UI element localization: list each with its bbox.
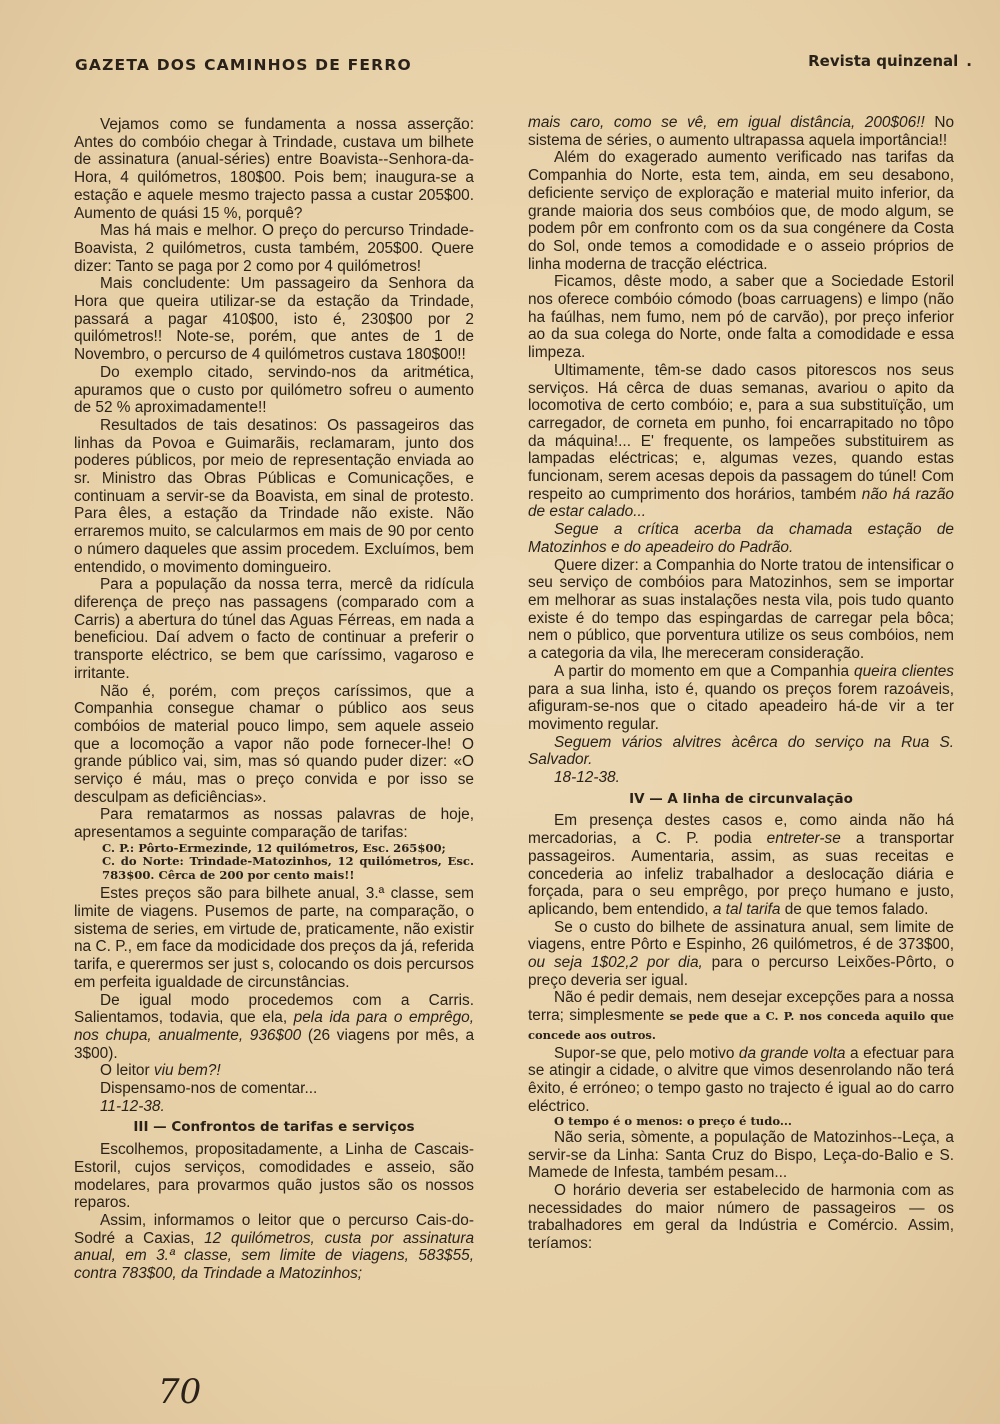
paragraph: Vejamos como se fundamenta a nossa asserção: Antes do combóio chegar à Trindade, custava um bilhete de assinatura (anual-séries) entre Boavista--Senhora-da-Hora, 4 quilómetros, 180$00. Pois bem; inaugura-se a estação e aquele mesmo trajecto passa a custar 205$00. Aumento de quási 15 %, porquê?: [74, 116, 474, 222]
paragraph: [528, 919, 954, 990]
paragraph: [528, 1045, 954, 1116]
paragraph: Do exemplo citado, servindo-nos da aritmética, apuramos que o custo por quilómetro sofreu o aumento de 52 % aproximadamente!!: [74, 363, 474, 417]
tariff-note: C. do Norte: Trindade-Matozinhos, 12 quilómetros, Esc. 783$00. Cêrca de 200 por cento mais!!: [102, 854, 474, 882]
paragraph: Para a população da nossa terra, mercê da ridícula diferença de preço nas passagens (comparado com a Carris) a abertura do túnel das Aguas Férreas, em nada a beneficiou. Daí advem o facto de continuar a preferir o transporte eléctrico, se bem que caríssimo, vagaroso e irritante.: [74, 576, 474, 682]
paragraph: Além do exagerado aumento verificado nas tarifas da Companhia do Norte, esta tem, ainda, em seu desabono, deficiente serviço de exploração e material muito inferior, da grande maioria dos seus combóios que, de modo algum, se podem pôr em confronto com os da sua congénere da Costa do Sol, onde temos a comodidade e o asseio próprios de linha moderna de tracção eléctrica.: [528, 149, 954, 273]
paragraph: Resultados de tais desatinos: Os passageiros das linhas da Povoa e Guimarãis, reclamaram, junto dos poderes públicos, por meio de representação enviada ao sr. Ministro das Obras Públicas e Comunicações, e continuam a servir-se da Boavista, em sinal de protesto. Para êles, a estação da Trindade não existe. Não erraremos muito, se calcularmos em mais de 90 por cento o número daqueles que assim procedem. Excluímos, bem entendido, o movimento domingueiro.: [74, 416, 474, 576]
text-run: de que temos falado.: [780, 900, 929, 918]
paragraph: Mais concludente: Um passageiro da Senhora da Hora que queira utilizar-se da estação da Trindade, passará a pagar 410$00, isto é, 230$00 por 2 quilómetros!! Note-se, porém, que antes de 1 de Novembro, o percurso de 4 quilómetros custava 180$00!!: [74, 275, 474, 364]
journal-title: GAZETA DOS CAMINHOS DE FERRO: [75, 56, 412, 74]
text-run: No sistema de séries, o aumento ultrapassa aquela importância!!: [528, 114, 955, 149]
dateline: 18-12-38.: [554, 769, 620, 787]
text-run: Se o custo do bilhete de assinatura anual, sem limite de viagens, entre Pôrto e Espinho, 26 quilómetros, é de 373$00,: [528, 918, 954, 954]
paragraph: [74, 1212, 474, 1283]
paragraph: Dispensamo-nos de comentar...: [100, 1080, 318, 1098]
section-heading: IV — A linha de circunvalação: [629, 790, 853, 807]
section-heading: III — Confrontos de tarifas e serviços: [133, 1119, 415, 1136]
text-run: Supor-se que, pelo motivo: [554, 1044, 739, 1062]
paragraph: Mas há mais e melhor. O preço do percurso Trindade-Boavista, 2 quilómetros, custa também, 205$00. Quere dizer: Tanto se paga por 2 como por 4 quilómetros!: [74, 222, 474, 275]
italic-run: da grande volta: [738, 1044, 846, 1062]
italic-run: pela ida para o emprêgo, nos chupa, anualmente, 936$00: [74, 1009, 474, 1044]
italic-run: não há razão de estar calado...: [528, 485, 954, 521]
paragraph: Estes preços são para bilhete anual, 3.ª classe, sem limite de viagens. Pusemos de parte, na comparação, o sistema de series, em virtude de, praticamente, não existir na C. P., em face da modicidade dos preços da já, referida tarifa, e querermos ser just s, colocando os dois percursos em perfeita igualdade de circunstâncias.: [74, 885, 474, 991]
paragraph: [528, 362, 954, 521]
paragraph: [528, 812, 954, 918]
page-number: 70: [158, 1372, 202, 1412]
subtitle-text: Revista quinzenal: [808, 52, 959, 70]
text-run: O leitor: [100, 1062, 154, 1080]
text-run: a transportar passageiros. Aumentaria, assim, as suas receitas e concederia ao infeliz trabalhador a deslocação diária e forçada, para o seu emprêgo, por preço humano e justo, aplicando, bem entendido,: [528, 830, 954, 918]
small-bold-run: se pede que a C. P. nos conceda aquilo que concede aos outros.: [528, 1009, 954, 1042]
paragraph: Não seria, sòmente, a população de Matozinhos--Leça, a servir-se da Linha: Santa Cruz do Bispo, Leça-do-Balio e S. Mamede de Infesta, também pesam...: [528, 1128, 954, 1182]
italic-run: 12 quilómetros, custa por assinatura anual, em 3.ª classe, sem limite de viagens, 583$55, contra 783$00, da Trindade a Matozinhos;: [74, 1229, 475, 1283]
paragraph: Escolhemos, propositadamente, a Linha de Cascais-Estoril, cujos serviços, comodidades e asseio, são modelares, para provarmos quão justos são os nossos reparos.: [74, 1141, 474, 1212]
left-column: [74, 116, 474, 1283]
paragraph: Para rematarmos as nossas palavras de hoje, apresentamos a seguinte comparação de tarifas:: [74, 806, 474, 842]
paragraph: [74, 1062, 474, 1080]
italic-run: mais caro, como se vê, em igual distância, 200$06!!: [528, 114, 925, 131]
paragraph: [528, 989, 954, 1044]
paragraph: O horário deveria ser estabelecido de harmonia com as necessidades do maior número de passageiros — os trabalhadores em geral da Indústria e Comércio. Assim, teríamos:: [528, 1181, 954, 1253]
right-column: [528, 114, 954, 1253]
text-run: De igual modo procedemos com a Carris. Salientamos, todavia, que ela,: [74, 991, 474, 1027]
italic-run: ou seja 1$02,2 por dia,: [528, 954, 703, 972]
paragraph: [528, 114, 954, 149]
text-run: A partir do momento em que a Companhia: [554, 662, 855, 680]
text-run: Não é pedir demais, nem desejar excepções para a nossa terra; simplesmente: [528, 989, 954, 1025]
tariff-note: C. P.: Pôrto-Ermezinde, 12 quilómetros, Esc. 265$00;: [102, 840, 446, 855]
italic-run: queira clientes: [854, 662, 954, 680]
paragraph: [74, 992, 474, 1063]
dateline: 11-12-38.: [100, 1097, 165, 1115]
paragraph: Ficamos, dêste modo, a saber que a Sociedade Estoril nos oferece combóio cómodo (boas carruagens) e limpo (não ha faúlhas, nem fumo, nem pó de carvão), por preço inferior ao da sua colega do Norte, onde falta a comodidade e essa limpeza.: [528, 273, 954, 362]
text-run: para a sua linha, isto é, quando os preços forem razoáveis, afiguram-se-nos que o citado apeadeiro há-de vir a ter movimento regular.: [528, 680, 954, 733]
journal-subtitle: [808, 52, 972, 70]
text-run: a efectuar para se atingir a cidade, o alvitre que vimos desenrolando não terá êxito, é erróneo; o tempo gasto no trajecto é igual ao do carro eléctrico.: [528, 1044, 955, 1115]
text-run: Em presença destes casos e, como ainda não há mercadorias, a C. P. podia: [528, 812, 954, 848]
header-dot: .: [966, 52, 972, 70]
paragraph: Não é, porém, com preços caríssimos, que a Companhia consegue chamar o público aos seus combóios de material pouco limpo, sem aquele asseio que a locomoção a vapor não pode fornecer-lhe! O grande público vai, sim, mas só quando puder dizer: «O serviço é máu, mas o preço convida e por isso se desculpam as deficiências».: [74, 682, 474, 806]
italic-paragraph: Seguem vários alvitres àcêrca do serviço na Rua S. Salvador.: [528, 733, 954, 769]
small-note: O tempo é o menos: o preço é tudo...: [554, 1114, 792, 1129]
italic-paragraph: Segue a crítica acerba da chamada estação de Matozinhos e do apeadeiro do Padrão.: [528, 521, 954, 556]
text-run: Assim, informamos o leitor que o percurso Cais-do-Sodré a Caxias,: [74, 1211, 474, 1247]
text-run: para o percurso Leixões-Pôrto, o preço deveria ser igual.: [528, 954, 954, 989]
paragraph: [528, 663, 954, 734]
italic-run: viu bem?!: [153, 1062, 221, 1080]
text-run: (26 viagens por mês, a 3$00).: [74, 1026, 474, 1062]
italic-run: entreter-se: [766, 830, 841, 848]
italic-run: a tal tarifa: [712, 900, 781, 918]
paragraph: Quere dizer: a Companhia do Norte tratou de intensificar o seu serviço de combóios para Matozinhos, sem se importar em melhorar as suas instalações nesta vila, pois tudo quanto existe é do tempo das espingardas de carregar pela bôca; nem o público, que porventura utilize os seus combóios, nem a categoria da vila, lhe mereceram consideração.: [528, 556, 954, 663]
text-run: Ultimamente, têm-se dado casos pitorescos nos seus serviços. Há cêrca de duas semanas, avariou o apito da locomotiva de certo combóio; e, para a sua substituïção, um carregador, de corneta em punho, foi encarrapitado no tôpo da máquina!... E' frequente, os lampeões substituirem as lampadas eléctricas; e, algumas vezes, quando estas funcionam, serem acesas depois da passagem do túnel! Com respeito ao cumprimento dos horários, também: [528, 361, 954, 503]
